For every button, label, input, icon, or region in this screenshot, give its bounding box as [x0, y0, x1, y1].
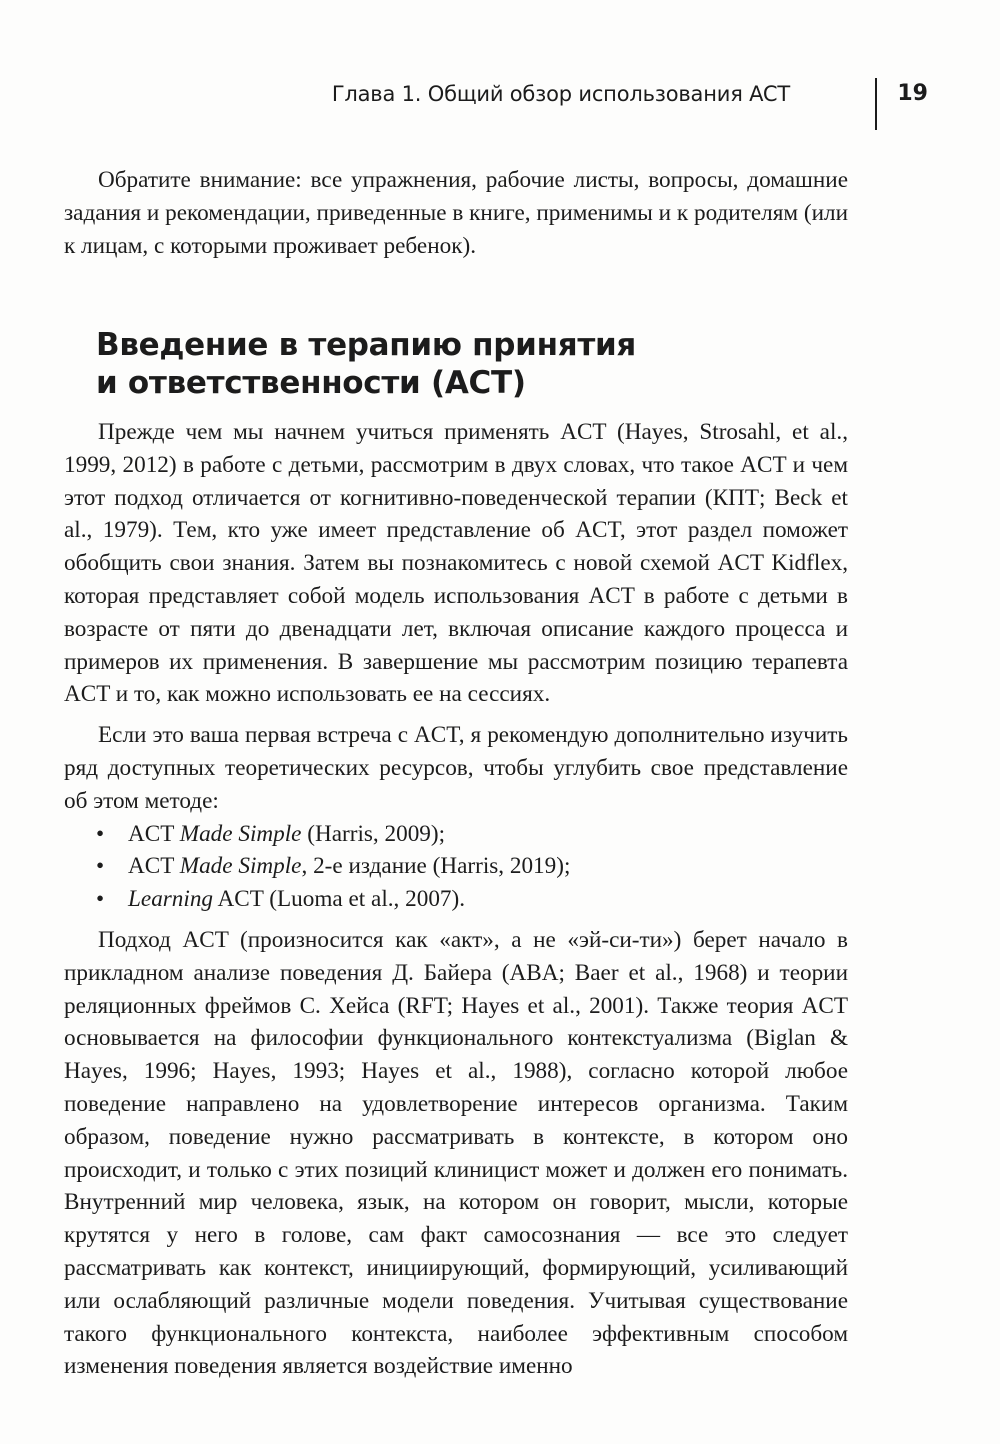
- paragraph-spacer: [64, 916, 848, 924]
- paragraph-resources: Если это ваша первая встреча с ACT, я рекомендую дополнительно изучить ряд доступных теоретических ресурсов, чтобы углубить свое представление об этом методе:: [64, 722, 848, 814]
- paragraph-origins: Подход ACT (произносится как «акт», а не «эй-си-ти») берет начало в прикладном анализе поведения Д. Байера (ABA; Baer et al., 1968) и теории реляционных фреймов С. Хейса (RFT; Hayes et al., 2001). Также теория ACT основывается на философии функционального контекстуализма (Biglan & Hayes, 1996; Hayes, 1993; Hayes et al., 1988), согласно которой любое поведение направлено на удовлетворение интересов организма. Таким образом, поведение нужно рассматривать в контексте, в котором оно происходит, и только с этих позиций клиницист может и должен его понимать. Внутренний мир человека, язык, на котором он говорит, мысли, которые крутятся у него в голове, сам факт самосознания — все это следует рассматривать как контекст, инициирующий, формирующий, усиливающий или ослабляющий различные модели поведения. Учитывая существование такого функционального контекста, наиболее эффективным способом изменения поведения является воздействие именно: [64, 926, 848, 1380]
- resource-list: [64, 818, 848, 916]
- resource-list-item: [64, 850, 848, 883]
- resource-suffix: , 2-е издание (Harris, 2019);: [301, 853, 571, 880]
- resource-list-item: [64, 883, 848, 916]
- page-number: 19: [897, 81, 928, 106]
- section-body: [64, 416, 848, 1383]
- section-heading: [96, 326, 796, 402]
- paragraph-intro: Прежде чем мы начнем учиться применять ACT (Hayes, Strosahl, et al., 1999, 2012) в работе с детьми, рассмотрим в двух словах, что такое ACT и чем этот подход отличается от когнитивно-поведенческой терапии (КПТ; Beck et al., 1979). Тем, кто уже имеет представление об ACT, этот раздел поможет обобщить свои знания. Затем вы познакомитесь с новой схемой ACT Kidflex, которая представляет собой модель использования ACT в работе с детьми в возрасте от пяти до двенадцати лет, включая описание каждого процесса и примеров их применения. В завершение мы рассмотрим позицию терапевта ACT и то, как можно использовать ее на сессиях.: [64, 419, 848, 708]
- section-heading-line-1: Введение в терапию принятия: [96, 327, 637, 363]
- section-heading-line-2: и ответственности (ACT): [96, 365, 526, 401]
- resource-list-item: [64, 818, 848, 851]
- resource-prefix: ACT: [128, 820, 180, 847]
- resource-title-italic: Made Simple: [179, 853, 302, 880]
- resource-suffix: ACT (Luoma et al., 2007).: [213, 886, 466, 913]
- chapter-title: Глава 1. Общий обзор использования ACT: [331, 82, 790, 106]
- resource-title-italic: Made Simple: [179, 820, 302, 847]
- note-paragraph: Обратите внимание: все упражнения, рабочие листы, вопросы, домашние задания и рекомендации, приведенные в книге, применимы и к родителям (или к лицам, с которыми проживает ребенок).: [64, 167, 848, 259]
- header-divider: [875, 78, 877, 130]
- note-block: [64, 164, 848, 262]
- resource-prefix: ACT: [128, 853, 180, 880]
- resource-title-italic: Learning: [128, 886, 214, 913]
- running-header: [331, 78, 932, 118]
- resource-suffix: (Harris, 2009);: [301, 820, 446, 847]
- paragraph-spacer: [64, 711, 848, 719]
